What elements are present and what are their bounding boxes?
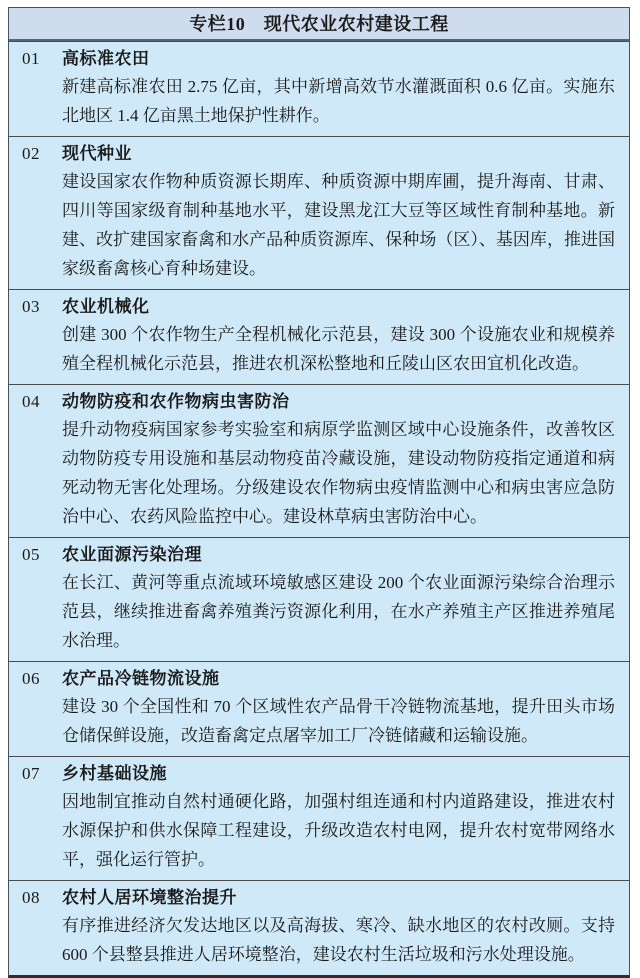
- section-row-head: [22, 542, 615, 568]
- section-body: 创建 300 个农作物生产全程机械化示范县，建设 300 个设施农业和规模养殖全程机械化示范县，推进农机深松整地和丘陵山区农田宜机化改造。: [62, 325, 615, 373]
- section-row-head: [22, 46, 615, 72]
- section-body: 提升动物疫病国家参考实验室和病原学监测区域中心设施条件，改善牧区动物防疫专用设施和基层动物疫苗冷藏设施，建设动物防疫指定通道和病死动物无害化处理场。分级建设农作物病虫疫情监测中心和病虫害应急防治中心、农药风险监控中心。建设林草病虫害防治中心。: [62, 420, 615, 526]
- section-heading: 农业机械化: [62, 297, 150, 316]
- section-number: 03: [22, 297, 40, 316]
- section-row: [9, 136, 629, 289]
- section-heading: 动物防疫和农作物病虫害防治: [62, 392, 290, 411]
- section-number: 04: [22, 392, 40, 411]
- section-number: 01: [22, 49, 40, 68]
- section-heading: 乡村基础设施: [62, 764, 167, 783]
- section-body: 有序推进经济欠发达地区以及高海拔、寒冷、缺水地区的农村改厕。支持 600 个县整县推进人居环境整治，建设农村生活垃圾和污水处理设施。: [62, 916, 615, 964]
- section-row: [9, 880, 629, 975]
- section-row: [9, 384, 629, 537]
- panel-title: 专栏10 现代农业农村建设工程: [9, 8, 629, 41]
- section-body: 因地制宜推动自然村通硬化路，加强村组连通和村内道路建设，推进农村水源保护和供水保障工程建设，升级改造农村电网，提升农村宽带网络水平，强化运行管护。: [62, 792, 615, 869]
- section-number: 02: [22, 144, 40, 163]
- section-heading: 农产品冷链物流设施: [62, 669, 220, 688]
- section-number: 06: [22, 669, 40, 688]
- section-row-head: [22, 761, 615, 787]
- section-row-head: [22, 141, 615, 167]
- section-body: 新建高标准农田 2.75 亿亩，其中新增高效节水灌溉面积 0.6 亿亩。实施东北地区 1.4 亿亩黑土地保护性耕作。: [62, 77, 615, 125]
- section-body: 建设国家农作物种质资源长期库、种质资源中期库圃，提升海南、甘肃、四川等国家级育制种基地水平，建设黑龙江大豆等区域性育制种基地。新建、改扩建国家畜禽和水产品种质资源库、保种场（区）、基因库，推进国家级畜禽核心育种场建设。: [62, 172, 615, 278]
- section-heading: 农村人居环境整治提升: [62, 888, 237, 907]
- section-body: 建设 30 个全国性和 70 个区域性农产品骨干冷链物流基地，提升田头市场仓储保鲜设施，改造畜禽定点屠宰加工厂冷链储藏和运输设施。: [62, 697, 615, 745]
- section-heading: 高标准农田: [62, 49, 150, 68]
- column-box-panel: [8, 7, 630, 978]
- section-body: 在长江、黄河等重点流域环境敏感区建设 200 个农业面源污染综合治理示范县，继续推进畜禽养殖粪污资源化利用，在水产养殖主产区推进养殖尾水治理。: [62, 573, 615, 650]
- section-number: 08: [22, 888, 40, 907]
- section-row-head: [22, 885, 615, 911]
- section-row: [9, 537, 629, 661]
- section-row-head: [22, 389, 615, 415]
- section-heading: 农业面源污染治理: [62, 545, 202, 564]
- section-row-head: [22, 666, 615, 692]
- section-row: [9, 289, 629, 384]
- section-row: [9, 756, 629, 880]
- section-heading: 现代种业: [62, 144, 132, 163]
- section-number: 05: [22, 545, 40, 564]
- section-row: [9, 41, 629, 136]
- section-row: [9, 661, 629, 756]
- section-row-head: [22, 294, 615, 320]
- section-number: 07: [22, 764, 40, 783]
